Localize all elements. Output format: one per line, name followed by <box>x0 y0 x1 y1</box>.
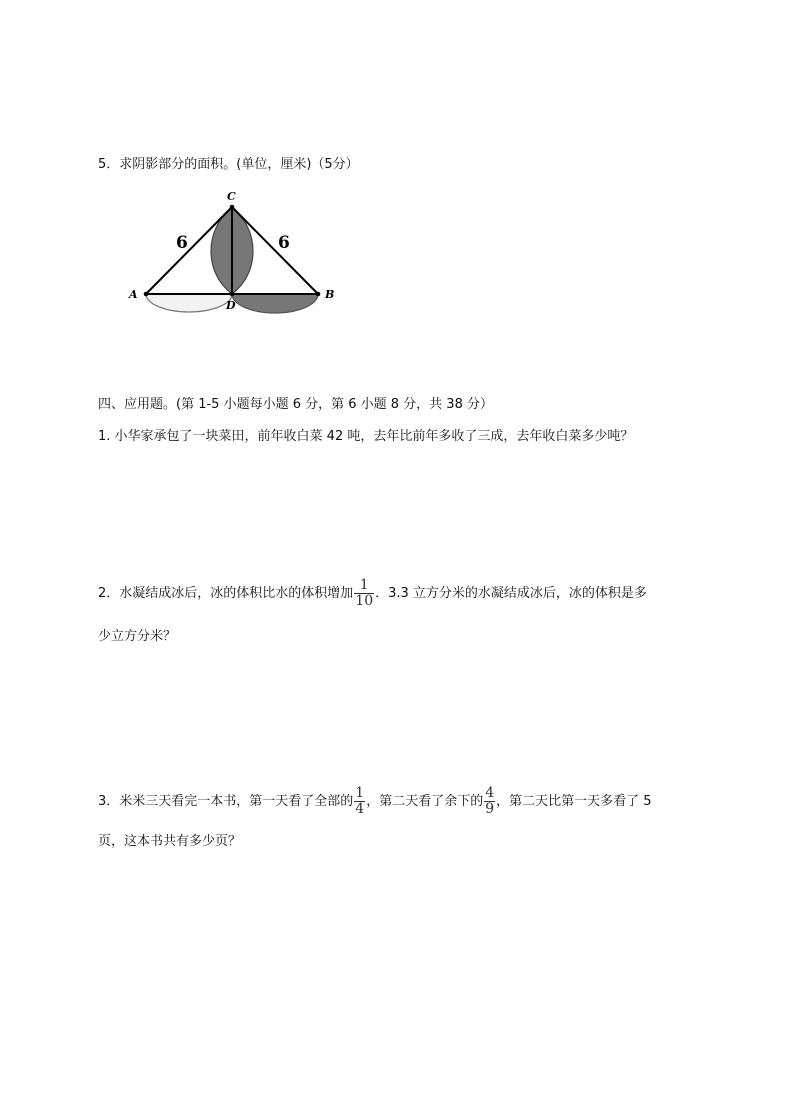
section-heading: 四、应用题。(第 1-5 小题每小题 6 分，第 6 小题 8 分，共 38 分） <box>98 397 493 412</box>
problem-1: 1. 小华家承包了一块菜田，前年收白菜 42 吨，去年比前年多收了三成，去年收白菜多少吨？ <box>98 429 634 444</box>
fraction-one-tenth: $\frac{1}{10}$ <box>355 577 374 609</box>
point-a <box>144 292 149 297</box>
q5-title: 5．求阴影部分的面积。(单位，厘米)（5分） <box>98 157 359 172</box>
label-a: A <box>129 288 138 301</box>
problem-2-text-b: ．3.3 立方分米的水凝结成冰后，冰的体积是多 <box>375 586 647 601</box>
label-b: B <box>325 288 335 301</box>
problem-3-line-1 <box>98 786 652 817</box>
semicircle-db <box>232 294 318 313</box>
shaded-area-figure <box>120 185 350 325</box>
label-side-left: 6 <box>176 233 188 253</box>
point-b <box>316 292 321 297</box>
problem-3-text-b: ，第二天看了余下的 <box>366 794 484 809</box>
problem-3-text-a: 3．米米三天看完一本书，第一天看了全部的 <box>98 794 354 809</box>
problem-2-text-a: 2．水凝结成冰后，冰的体积比水的体积增加 <box>98 586 354 601</box>
problem-2-line-2: 少立方分米？ <box>98 629 177 644</box>
label-side-right: 6 <box>278 233 290 253</box>
problem-3-line-2: 页，这本书共有多少页？ <box>98 834 242 849</box>
problem-3-text-c: ，第二天比第一天多看了 5 <box>496 794 652 809</box>
fraction-one-quarter: $\frac{1}{4}$ <box>355 785 365 817</box>
point-d <box>230 292 235 297</box>
problem-2-line-1 <box>98 578 647 609</box>
point-c <box>230 205 235 210</box>
semicircle-ad <box>146 294 232 312</box>
label-c: C <box>227 190 236 203</box>
label-d: D <box>226 299 236 312</box>
fraction-four-ninths: $\frac{4}{9}$ <box>485 785 495 817</box>
